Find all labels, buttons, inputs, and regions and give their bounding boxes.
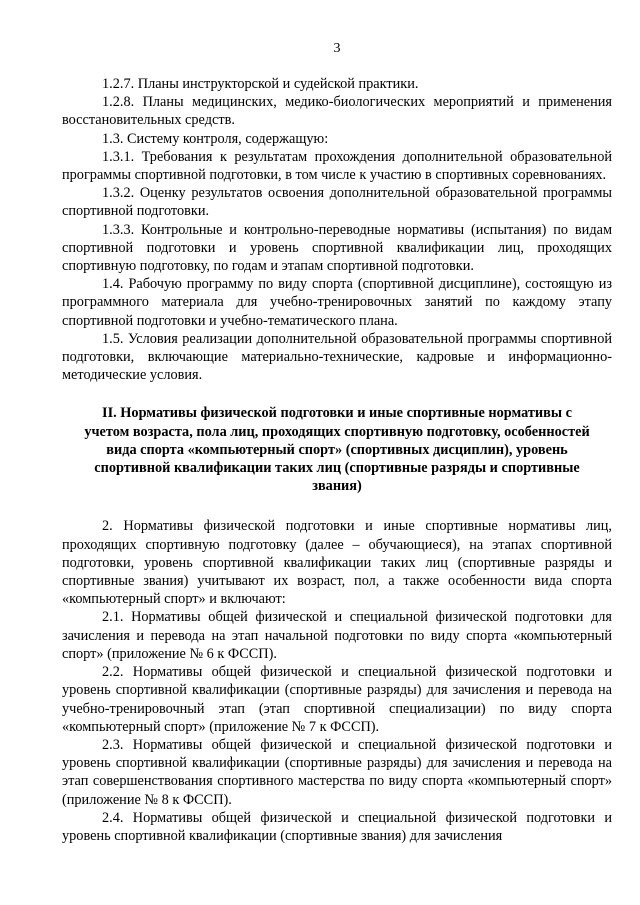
paragraph-2-2: 2.2. Нормативы общей физической и специальной физической подготовки и уровень спортивной квалификации (спортивные разряды) для зачисления и перевода на учебно-тренировочный этап (этап спортивной специализации) по виду спорта «компьютерный спорт» (приложение № 7 к ФССП). (62, 664, 612, 735)
paragraph-2-1: 2.1. Нормативы общей физической и специальной физической подготовки для зачисления и перевода на этап начальной подготовки по виду спорта «компьютерный спорт» (приложение № 6 к ФССП). (62, 609, 612, 662)
paragraph-1-2-7: 1.2.7. Планы инструкторской и судейской практики. (102, 76, 419, 92)
paragraph-1-3-3: 1.3.3. Контрольные и контрольно-переводные нормативы (испытания) по видам спортивной подготовки и уровень спортивной квалификации лиц, проходящих спортивную подготовку, по годам и этапам спортивной подготовки. (62, 221, 612, 275)
paragraph-1-3-1: 1.3.1. Требования к результатам прохождения дополнительной образовательной программы спортивной подготовки, в том числе к участию в спортивных соревнованиях. (62, 148, 612, 184)
paragraph-1-4: 1.4. Рабочую программу по виду спорта (спортивной дисциплине), состоящую из программного материала для учебно-тренировочных занятий по каждому этапу спортивной подготовки и учебно-тематического плана. (62, 276, 612, 329)
paragraph-1-2-8: 1.2.8. Планы медицинских, медико-биологических мероприятий и применения восстановительных средств. (62, 94, 612, 129)
page-number: 3 (333, 41, 341, 56)
paragraph-2-4: 2.4. Нормативы общей физической и специальной физической подготовки и уровень спортивной квалификации (спортивные звания) для зачисления (62, 809, 612, 844)
paragraph-1-3: 1.3. Систему контроля, содержащую: (102, 130, 329, 147)
section-heading: II. Нормативы физической подготовки и иные спортивные нормативы с учетом возраста, пола лиц, проходящих спортивную подготовку, особенностей вида спорта «компьютерный спорт» (спортивных дисциплин), уровень спортивной квалификации таких лиц (спортивные разряды и спортивные звания) (84, 405, 590, 495)
document-body (62, 75, 612, 845)
paragraph-2: 2. Нормативы физической подготовки и иные спортивные нормативы лиц, проходящих спортивную подготовку (далее – обучающиеся), на этапах спортивной подготовки, уровень спортивной квалификации таких лиц (спортивные разряды и спортивные звания) учитывают их возраст, пол, а также особенности вида спорта «компьютерный спорт» и включают: (62, 518, 612, 608)
paragraph-1-3-2: 1.3.2. Оценку результатов освоения дополнительной образовательной программы спортивной подготовки. (62, 185, 612, 220)
paragraph-1-5: 1.5. Условия реализации дополнительной образовательной программы спортивной подготовки, включающие материально-технические, кадровые и информационно-методические условия. (62, 330, 612, 384)
paragraph-2-3: 2.3. Нормативы общей физической и специальной физической подготовки и уровень спортивной квалификации (спортивные разряды) для зачисления и перевода на этап совершенствования спортивного мастерства по виду спорта «компьютерный спорт» (приложение № 8 к ФССП). (62, 736, 612, 808)
